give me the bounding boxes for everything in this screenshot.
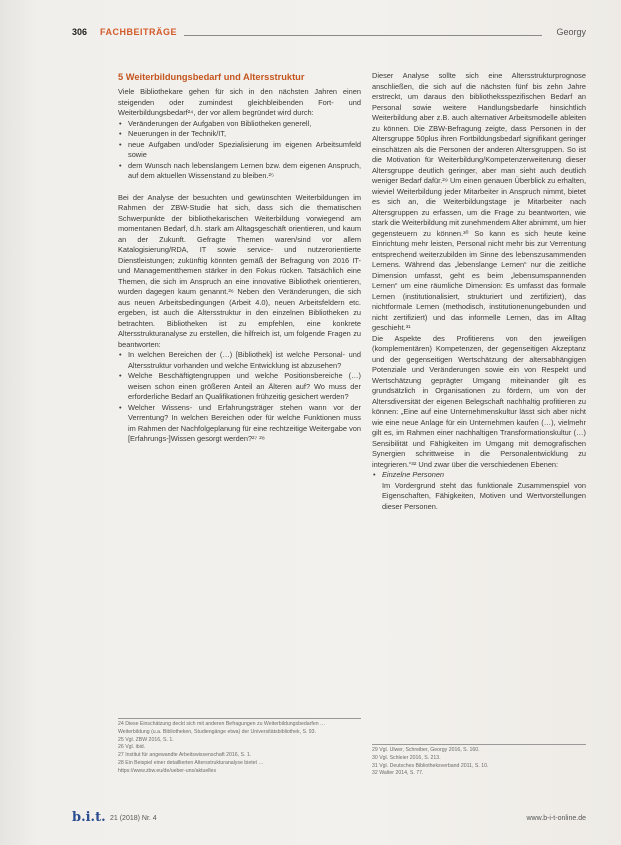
intro-paragraph: Viele Bibliothekare gehen für sich in den nächsten Jahren einen steigenden oder zumindest gleichbleibenden Fort- und Weiterbildungsbedarf²⁴, der vor allem begründet wird durch: [118, 87, 361, 117]
footnote: 30 Vgl. Schleier 2016, S. 213. [372, 754, 441, 761]
questions-list [118, 350, 361, 445]
paragraph-gap [118, 182, 361, 193]
page-footer [72, 812, 586, 828]
reasons-list [118, 119, 361, 182]
levels-list [372, 470, 586, 481]
footnote: 28 Ein Beispiel einer detaillierten Altersstrukturanalyse bietet … [118, 759, 264, 766]
issue-info: 21 (2018) Nr. 4 [110, 815, 157, 822]
footnotes-right [372, 744, 586, 778]
list-item: • Veränderungen der Aufgaben von Bibliotheken generell, [118, 119, 361, 130]
footnote: https://www.zbw.eu/de/ueber-uns/aktuelles [118, 767, 217, 774]
journal-logo: b.i.t. [72, 810, 106, 825]
website-link[interactable]: www.b-i-t-online.de [526, 815, 586, 822]
header-rule [184, 35, 542, 36]
page-number: 306 [72, 27, 88, 37]
footnote: 27 Institut für angewandte Arbeitswissenschaft 2016, S. 1. [118, 752, 252, 759]
page-header [72, 27, 586, 41]
list-item: • Welcher Wissens- und Erfahrungsträger stehen wann vor der Verrentung? In welchen Bereichen oder für welche Funktionen muss im Rahmen der Nachfolgeplanung für eine rechtzeitige Weitergabe von [Erfahrungs-]Wissen gesorgt werden?²⁷ ²⁸ [118, 403, 361, 445]
section-heading: 5 Weiterbildungsbedarf und Altersstruktur [118, 72, 305, 82]
author-name: Georgy [556, 27, 586, 37]
list-item-text: Im Vordergrund steht das funktionale Zusammenspiel von Eigenschaften, Fähigkeiten, Motiven und Wertvorstellungen dieser Personen. [382, 480, 586, 511]
list-item: • Neuerungen in der Technik/IT, [118, 129, 361, 140]
list-item [372, 470, 586, 481]
footnote: 25 Vgl. ZBW 2016, S. 1. [118, 736, 174, 743]
body-paragraph: Dieser Analyse sollte sich eine Altersstrukturprognose anschließen, die sich auf die nächsten fünf bis zehn Jahre erstreckt, um daraus den bibliotheksspezifischen Bedarf an Personal sowie weitere Handlungsbedarfe hinsichtlich Weiterbildung aber z.B. auch alternativer Arbeitsmodelle ableiten zu können. Die ZBW-Befragung zeigte, dass Personen in der Altersgruppe 50plus ihren Fortbildungsbedarf signifikant geringer einschätzen als die Personen der anderen Altersgruppen. So ist die Motivation für Weiterbildung/Kompetenzerweiterung dieser Altersgruppe deutlich geringer, aber man sieht auch deutlich weniger Bedarf dafür.²⁹ Um einen genauen Überblick zu erhalten, wieviel Weiterbildung jeder Mitarbeiter in Anspruch nimmt, bietet es sich an, die Weiterbildungstage je Mitarbeiter nach Altersgruppen zu erfassen, um die Frage zu beantworten, wie stark die Weiterbildung mit zunehmendem Alter abnimmt, um hier gegensteuern zu können.³⁰ So kann es sich heute keine Einrichtung mehr leisten, Personal nicht mehr bis zur Verrentung entsprechend weiterzubilden im Sinne des lebenszusammenden Lernens. Während das „lebenslange Lernen“ nur die zeitliche Dimension umfasst, geht es beim „lebensumspannenden Lernen“ um eine räumliche Dimension: Es umfasst das formale Lernen (institutionalisiert, strukturiert und zertifiziert), das nichtformale Lernen (methodisch, institutionenungebunden und nicht zertifiziert) und das informelle Lernen, das im Alltag geschieht.³¹ [372, 71, 586, 332]
body-paragraph: Bei der Analyse der besuchten und gewünschten Weiterbildungen im Rahmen der ZBW-Studie hat sich, dass sich die thematischen Schwerpunkte der bibliothekarischen Weiterbildung vorwiegend am momentanen Bedarf, d.h. stark am Alltagsgeschäft orientieren, und kaum an der Zukunft. Gefragte Themen waren/sind vor allem Katalogisierung/RDA, IT sowie service- und nutzerorientierte Dienstleistungen; zukünftig könnten gemäß der Befragung von 2016 IT- und Managementthemen stärker in den Fokus rücken. Tatsächlich eine Themen, die sich im Anspruch an eine innovative Bibliothek orientieren, wurden dagegen kaum genannt.²⁶ Neben den Veränderungen, die sich aus neuen Arbeitsbedingungen (Arbeit 4.0), neuen Arbeitsfeldern etc. ergeben, ist auch die Altersstruktur in den einzelnen Bibliotheken zu betrachten. Bibliotheken ist zu empfehlen, eine konkrete Altersstrukturanalyse zu erstellen, die hilfreich ist, um folgende Fragen zu beantworten: [118, 192, 361, 349]
footnote: 32 Walter 2014, S. 77. [372, 770, 424, 777]
footnote: Weiterbildung (u.a. Bibliotheken, Studiengänge etwa) der Universitätsbibliothek, S. 93. [118, 728, 317, 735]
footnotes-left [118, 718, 361, 776]
list-item: • neue Aufgaben und/oder Spezialisierung im eigenen Arbeitsumfeld sowie [118, 140, 361, 161]
list-item: • dem Wunsch nach lebenslangem Lernen bzw. dem eigenen Anspruch, auf dem aktuellen Wissenstand zu bleiben.²⁵ [118, 161, 361, 182]
section-title: FACHBEITRÄGE [100, 27, 178, 37]
list-item-title: Einzelne Personen [382, 470, 445, 479]
list-item: • In welchen Bereichen der (…) [Bibliothek] ist welche Personal- und Altersstruktur vorhanden und welche Entwicklung ist abzusehen? [118, 350, 361, 371]
right-column [372, 71, 586, 512]
left-column [118, 71, 361, 445]
footnote: 24 Diese Einschätzung deckt sich mit anderen Befragungen zu Weiterbildungsbedarfen … [118, 721, 326, 727]
body-paragraph: Die Aspekte des Profitierens von den jeweiligen (komplementären) Kompetenzen, der gegenseitigen Akzeptanz und der gegenseitigen Wertschätzung der altersabhängigen Potenziale und Veränderungen sowie ein von Respekt und Wertschätzung geprägter Umgang miteinander gilt es grundsätzlich in Organisationen zu fördern, um von der Altersdiversität der eigenen Belegschaft nachhaltig profitieren zu können: „Eine auf eine Unternehmenskultur lässt sich aber nicht wie eine neue Anlage für ein Unternehmen kaufen (…), vielmehr gilt es, im Rahmen einer nachhaltigen Transformationskultur (…) Sensibilität und Fähigkeiten im Umgang mit demografischen Synergien schrittweise in die Personalentwicklung zu integrieren.“³² Und zwar über die verschiedenen Ebenen: [372, 333, 586, 469]
footnote: 31 Vgl. Deutsches Bibliotheksverband 2011, S. 10. [372, 762, 489, 769]
list-item: • Welche Beschäftigtengruppen und welche Positionsbereiche (…) weisen schon einen größeren Anteil an Älteren auf? Wo muss der erforderliche Bedarf an Qualifikationen frühzeitig gesichert werden? [118, 371, 361, 403]
footnote: 26 Vgl. ibid. [118, 744, 146, 751]
footnote: 29 Vgl. Ulwer, Schreiber, Georgy 2016, S. 160. [372, 747, 480, 753]
